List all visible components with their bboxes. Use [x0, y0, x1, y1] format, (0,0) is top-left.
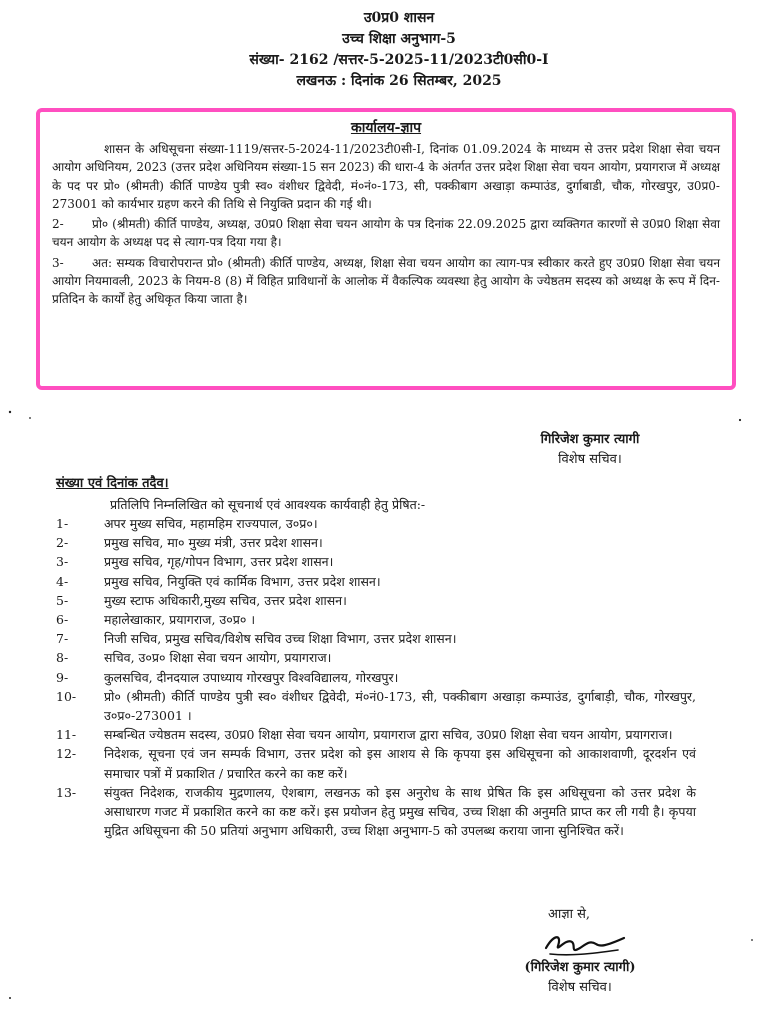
list-item-number: 10- — [56, 688, 77, 704]
memo-paragraph-3-number: 3- — [52, 255, 64, 270]
closing-signatory-name: (गिरिजेश कुमार त्यागी) — [524, 960, 636, 975]
list-item-text: निदेशक, सूचना एवं जन सम्पर्क विभाग, उत्तर प्रदेश को इस आशय से कि कृपया इस अधिसूचना को आकाशवाणी, दूरदर्शन एवं समाचार पत्रों में प्रकाशित / प्रचारित करने का कष्ट करें। — [104, 746, 696, 781]
list-item-number: 7- — [56, 631, 69, 647]
list-item-number: 8- — [56, 650, 69, 666]
list-item-number: 1- — [56, 516, 69, 531]
list-item-number: 5- — [56, 592, 69, 608]
list-item-number: 3- — [56, 554, 69, 570]
list-item-number: 4- — [56, 573, 69, 589]
list-item-text: प्रो० (श्रीमती) कीर्ति पाण्डेय पुत्री स्व० वंशीधर द्विवेदी, मं०नं0-173, सी, पक्कीबाग अखाड़ा कम्पाउंड, दुर्गाबाड़ी, चौक, गोरखपुर, उ०प्र०-273001 । — [104, 688, 696, 724]
office-memo-title: कार्यालय-ज्ञाप — [350, 120, 422, 136]
list-item-text: प्रमुख सचिव, मा० मुख्य मंत्री, उत्तर प्रदेश शासन। — [104, 535, 323, 551]
list-item-number: 13- — [56, 784, 77, 800]
list-item-number: 9- — [56, 669, 69, 685]
list-item-number: 11- — [56, 727, 77, 743]
memo-paragraph-2-number: 2- — [52, 217, 64, 232]
place-date: लखनऊ : दिनांक 26 सितम्बर, 2025 — [296, 73, 502, 89]
list-item-text: सचिव, उ०प्र० शिक्षा सेवा चयन आयोग, प्रयागराज। — [104, 650, 332, 666]
list-item-number: 12- — [56, 746, 77, 762]
list-item-number: 2- — [56, 535, 69, 551]
list-item-text: संयुक्त निदेशक, राजकीय मुद्रणालय, ऐशबाग, लखनऊ को इस अनुरोध के साथ प्रेषित कि इस अधिसूचना को उत्तर प्रदेश के असाधारण गजट में प्रकाशित करने का कष्ट करें। इस प्रयोजन हेतु प्रमुख सचिव, उच्च शिक्षा की अनुमति प्राप्त कर ली गयी है। कृपया मुद्रित अधिसूचना की 50 प्रतियां अनुभाग अधिकारी, उच्च शिक्षा अनुभाग-5 को उपलब्ध कराया जाना सुनिश्चित करें। — [104, 784, 696, 839]
government-name: उ0प्र0 शासन — [363, 10, 435, 26]
list-item-text: मुख्य स्टाफ अधिकारी,मुख्य सचिव, उत्तर प्रदेश शासन। — [104, 592, 347, 608]
memo-paragraph-2-text: प्रो० (श्रीमती) कीर्ति पाण्डेय, अध्यक्ष, उ0प्र0 शिक्षा सेवा चयन आयोग के पत्र दिनांक 22.09.2025 द्वारा व्यक्तिगत कारणों से उ0प्र0 शिक्षा सेवा चयन आयोग के अध्यक्ष पद से त्याग-पत्र दिया गया है। — [52, 217, 720, 250]
list-item-text: प्रमुख सचिव, नियुक्ति एवं कार्मिक विभाग, उत्तर प्रदेश शासन। — [104, 573, 381, 589]
copy-intro: प्रतिलिपि निम्नलिखित को सूचनार्थ एवं आवश्यक कार्यवाही हेतु प्रेषित:- — [110, 497, 426, 512]
copy-heading: संख्या एवं दिनांक तदैव। — [56, 476, 169, 491]
signatory-designation: विशेष सचिव। — [558, 452, 622, 467]
list-item-number: 6- — [56, 612, 69, 628]
memo-paragraph-1: शासन के अधिसूचना संख्या-1119/सत्तर-5-2024-11/2023टी0सी-I, दिनांक 01.09.2024 के माध्यम से उत्तर प्रदेश शिक्षा सेवा चयन आयोग अधिनियम, 2023 (उत्तर प्रदेश अधिनियम संख्या-15 सन 2023) की धारा-4 के अंतर्गत उत्तर प्रदेश शिक्षा सेवा चयन आयोग, प्रयागराज में अध्यक्ष के पद पर प्रो० (श्रीमती) कीर्ति पाण्डेय पुत्री स्व० वंशीधर द्विवेदी, मं०नं०-173, सी, पक्कीबाग अखाड़ा कम्पाउंड, दुर्गाबाडी, चौक, गोरखपुर, उ0प्र0-273001 को कार्यभार ग्रहण करने की तिथि से नियुक्ति प्रदान की गई थी। — [52, 142, 720, 211]
signatory-name: गिरिजेश कुमार त्यागी — [540, 432, 640, 447]
list-item-text: कुलसचिव, दीनदयाल उपाध्याय गोरखपुर विश्वविद्यालय, गोरखपुर। — [104, 669, 399, 685]
list-item-text: अपर मुख्य सचिव, महामहिम राज्यपाल, उ०प्र०। — [104, 516, 318, 531]
memo-paragraph-3-text: अत: सम्यक विचारोपरान्त प्रो० (श्रीमती) कीर्ति पाण्डेय, अध्यक्ष, शिक्षा सेवा चयन आयोग का त्याग-पत्र स्वीकार करते हुए उ0प्र0 शिक्षा सेवा चयन आयोग नियमावली, 2023 के नियम-8 (8) में विहित प्राविधानों के आलोक में वैकल्पिक व्यवस्था हेतु आयोग के ज्येष्ठतम सदस्य को अध्यक्ष के रूप में दिन-प्रतिदिन के कार्यों हेतु अधिकृत किया जाता है। — [52, 255, 720, 307]
list-item-text: सम्बन्धित ज्येष्ठतम सदस्य, उ0प्र0 शिक्षा सेवा चयन आयोग, प्रयागराज द्वारा सचिव, उ0प्र0 शिक्षा सेवा चयन आयोग, प्रयागराज। — [104, 727, 673, 743]
closing-signatory-designation: विशेष सचिव। — [548, 980, 612, 995]
order-number: संख्या- 2162 /सत्तर-5-2025-11/2023टी0सी0-I — [249, 52, 549, 68]
list-item-text: निजी सचिव, प्रमुख सचिव/विशेष सचिव उच्च शिक्षा विभाग, उत्तर प्रदेश शासन। — [104, 631, 457, 647]
list-item-text: महालेखाकार, प्रयागराज, उ०प्र० । — [104, 612, 256, 628]
by-order-text: आज्ञा से, — [548, 907, 591, 922]
list-item-text: प्रमुख सचिव, गृह/गोपन विभाग, उत्तर प्रदेश शासन। — [104, 554, 334, 570]
department-section: उच्च शिक्षा अनुभाग-5 — [342, 31, 456, 47]
